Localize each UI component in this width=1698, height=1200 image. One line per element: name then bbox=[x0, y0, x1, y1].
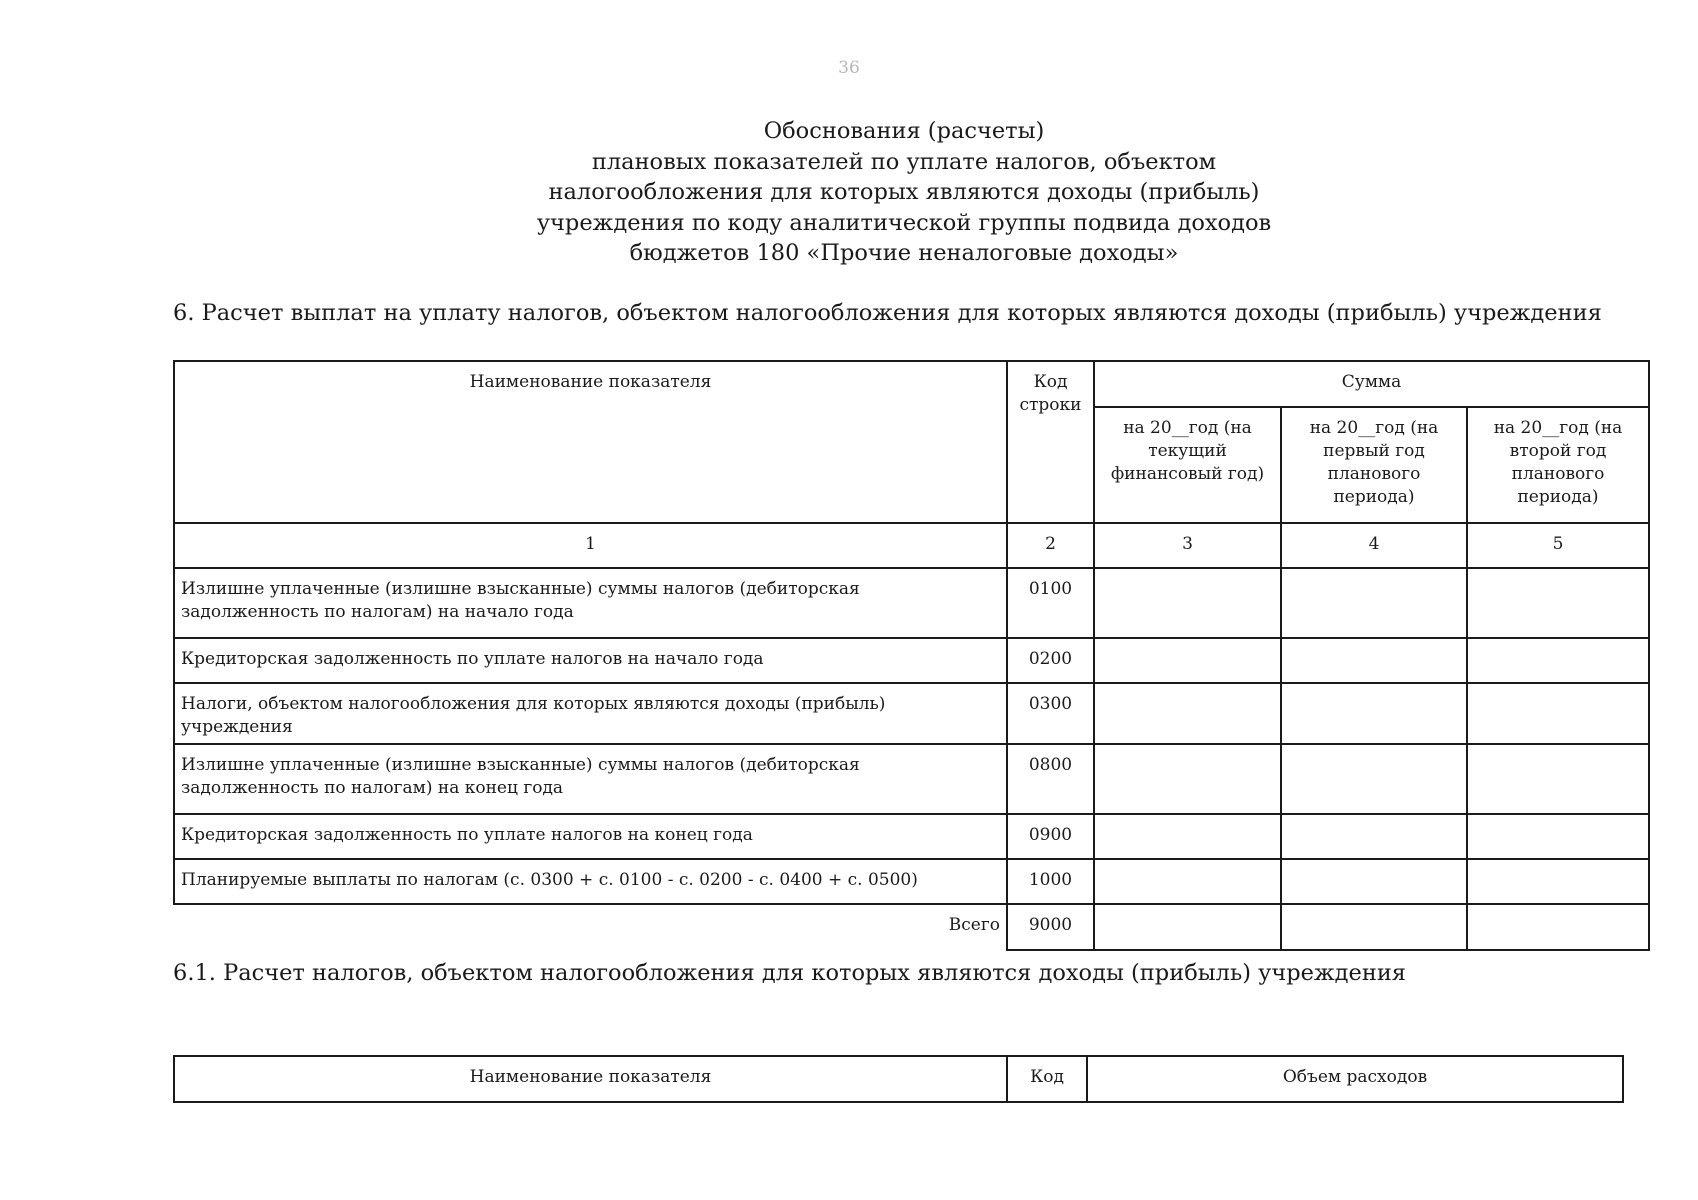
column-number-row bbox=[174, 523, 1649, 568]
title-line-1: Обоснования (расчеты) bbox=[763, 118, 1045, 144]
row-code: 0800 bbox=[1007, 744, 1094, 814]
column-number: 5 bbox=[1467, 523, 1649, 568]
header-year-second-plan: на 20__год (на второй год планового периода) bbox=[1467, 407, 1649, 523]
table-header-row bbox=[174, 361, 1649, 407]
column-number: 4 bbox=[1281, 523, 1467, 568]
row-indicator-name: Излишне уплаченные (излишне взысканные) суммы налогов (дебиторская задолженность по налогам) на начало года bbox=[174, 568, 1007, 638]
sum-cell-second-plan-year[interactable] bbox=[1467, 568, 1649, 638]
sum-cell-first-plan-year[interactable] bbox=[1281, 683, 1467, 744]
row-indicator-name: Кредиторская задолженность по уплате налогов на конец года bbox=[174, 814, 1007, 859]
document-title bbox=[0, 116, 1698, 269]
row-code: 0300 bbox=[1007, 683, 1094, 744]
row-indicator-name: Налоги, объектом налогообложения для которых являются доходы (прибыль) учреждения bbox=[174, 683, 1007, 744]
section-6-1-heading: 6.1. Расчет налогов, объектом налогообложения для которых являются доходы (прибыль) учреждения bbox=[173, 960, 1407, 986]
total-cell-current-year[interactable] bbox=[1094, 904, 1281, 950]
sum-cell-first-plan-year[interactable] bbox=[1281, 568, 1467, 638]
sum-cell-second-plan-year[interactable] bbox=[1467, 859, 1649, 904]
sum-cell-current-year[interactable] bbox=[1094, 859, 1281, 904]
sum-cell-current-year[interactable] bbox=[1094, 683, 1281, 744]
table-row bbox=[174, 568, 1649, 638]
sum-cell-current-year[interactable] bbox=[1094, 814, 1281, 859]
header-row-code: Код строки bbox=[1007, 361, 1094, 523]
title-line-3: налогообложения для которых являются доходы (прибыль) bbox=[548, 179, 1260, 205]
sum-cell-second-plan-year[interactable] bbox=[1467, 638, 1649, 683]
total-label: Всего bbox=[174, 904, 1007, 950]
total-code: 9000 bbox=[1007, 904, 1094, 950]
row-indicator-name: Излишне уплаченные (излишне взысканные) суммы налогов (дебиторская задолженность по налогам) на конец года bbox=[174, 744, 1007, 814]
row-indicator-name: Кредиторская задолженность по уплате налогов на начало года bbox=[174, 638, 1007, 683]
sum-cell-first-plan-year[interactable] bbox=[1281, 814, 1467, 859]
header-year-first-plan: на 20__год (на первый год планового периода) bbox=[1281, 407, 1467, 523]
sum-cell-second-plan-year[interactable] bbox=[1467, 814, 1649, 859]
page-number: 36 bbox=[838, 58, 860, 78]
table-row bbox=[174, 744, 1649, 814]
row-code: 1000 bbox=[1007, 859, 1094, 904]
total-cell-first-plan-year[interactable] bbox=[1281, 904, 1467, 950]
section-6-heading: 6. Расчет выплат на уплату налогов, объектом налогообложения для которых являются доходы (прибыль) учреждения bbox=[173, 300, 1602, 326]
header-code: Код bbox=[1007, 1056, 1087, 1102]
column-number: 2 bbox=[1007, 523, 1094, 568]
sum-cell-first-plan-year[interactable] bbox=[1281, 859, 1467, 904]
sum-cell-second-plan-year[interactable] bbox=[1467, 683, 1649, 744]
title-line-2: плановых показателей по уплате налогов, объектом bbox=[591, 148, 1217, 175]
column-number: 3 bbox=[1094, 523, 1281, 568]
table-row bbox=[174, 859, 1649, 904]
table-row bbox=[174, 683, 1649, 744]
header-sum: Сумма bbox=[1094, 361, 1649, 407]
sum-cell-first-plan-year[interactable] bbox=[1281, 744, 1467, 814]
sum-cell-current-year[interactable] bbox=[1094, 744, 1281, 814]
row-code: 0100 bbox=[1007, 568, 1094, 638]
row-indicator-name: Планируемые выплаты по налогам (с. 0300 + с. 0100 - с. 0200 - с. 0400 + с. 0500) bbox=[174, 859, 1007, 904]
title-line-4: учреждения по коду аналитической группы подвида доходов bbox=[536, 209, 1272, 236]
header-expense-volume: Объем расходов bbox=[1087, 1056, 1623, 1102]
header-indicator-name: Наименование показателя bbox=[174, 1056, 1007, 1102]
sum-cell-current-year[interactable] bbox=[1094, 568, 1281, 638]
total-cell-second-plan-year[interactable] bbox=[1467, 904, 1649, 950]
title-line-5: бюджетов 180 «Прочие неналоговые доходы» bbox=[629, 240, 1179, 266]
header-indicator-name: Наименование показателя bbox=[174, 361, 1007, 523]
sum-cell-second-plan-year[interactable] bbox=[1467, 744, 1649, 814]
section-6-1-table bbox=[173, 1055, 1624, 1103]
section-6-table bbox=[173, 360, 1650, 951]
header-year-current: на 20__год (на текущий финансовый год) bbox=[1094, 407, 1281, 523]
sum-cell-current-year[interactable] bbox=[1094, 638, 1281, 683]
sum-cell-first-plan-year[interactable] bbox=[1281, 638, 1467, 683]
row-code: 0200 bbox=[1007, 638, 1094, 683]
table-row bbox=[174, 638, 1649, 683]
row-code: 0900 bbox=[1007, 814, 1094, 859]
column-number: 1 bbox=[174, 523, 1007, 568]
table-header-row bbox=[174, 1056, 1623, 1102]
table-row bbox=[174, 814, 1649, 859]
table-total-row bbox=[174, 904, 1649, 950]
